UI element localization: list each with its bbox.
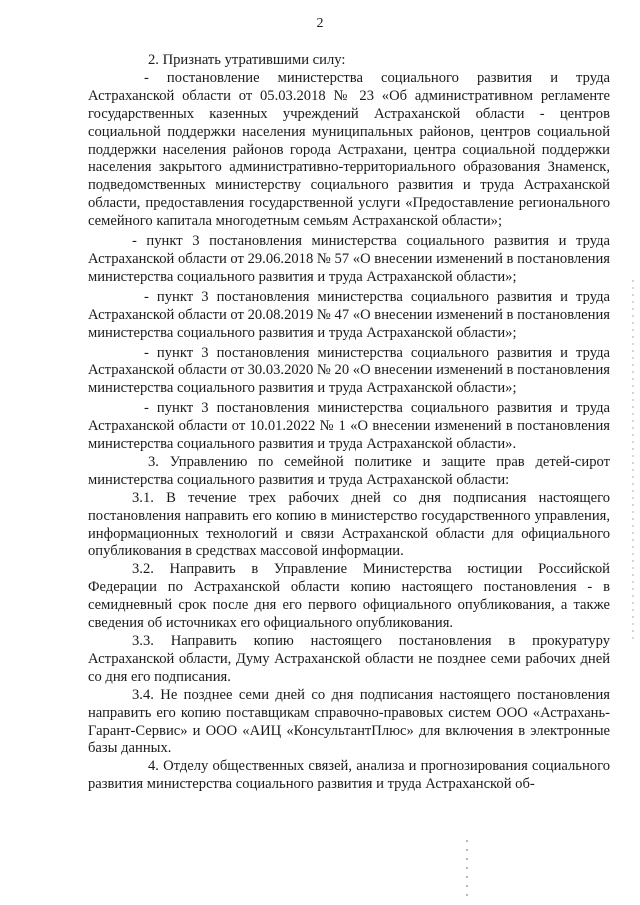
paragraph-bullet-resolution-57: - пункт 3 постановления министерства социального развития и труда Астраханской области от 29.06.2018 № 57 «О внесении изменений в постановления министерства социального развития и труда Астраханской области»;	[88, 233, 610, 285]
document-body	[88, 52, 610, 794]
scan-artifact-bottom	[466, 840, 468, 900]
scan-artifact-right	[632, 280, 634, 640]
paragraph-section-2: 2. Признать утратившими силу:	[148, 52, 346, 68]
paragraph-bullet-resolution-47: - пункт 3 постановления министерства социального развития и труда Астраханской области от 20.08.2019 № 47 «О внесении изменений в постановления министерства социального развития и труда Астраханской области»;	[88, 288, 610, 341]
paragraph-item-3-1: 3.1. В течение трех рабочих дней со дня подписания настоящего постановления направить его копию в министерство государственного управления, информационных технологий и связи Астраханской области для официального опубликования в средствах массовой информации.	[88, 489, 610, 560]
paragraph-item-3-2: 3.2. Направить в Управление Министерства юстиции Российской Федерации по Астраханской области копию настоящего постановления - в семидневный срок после дня его первого официального опубликования, а также сведения об источниках его официального опубликования.	[88, 561, 610, 632]
paragraph-bullet-resolution-1: - пункт 3 постановления министерства социального развития и труда Астраханской области от 10.01.2022 № 1 «О внесении изменений в постановления министерства социального развития и труда Астраханской области».	[88, 400, 610, 453]
paragraph-section-3: 3. Управлению по семейной политике и защите прав детей-сирот министерства социального развития и труда Астраханской области:	[88, 453, 610, 488]
paragraph-bullet-resolution-23: - постановление министерства социального развития и труда Астраханской области от 05.03.2018 № 23 «Об административном регламенте государственных казенных учреждений Астраханской области - центров социальной поддержки населения муниципальных районов, центров социальной поддержки населения районов города Астрахани, центра социальной поддержки населения закрытого административно-территориального образования Знаменск, подведомственных министерству социального развития и труда Астраханской области, предоставления государственной услуги «Предоставление регионального семейного капитала многодетным семьям Астраханской области»;	[88, 69, 610, 230]
page-number: 2	[316, 16, 324, 31]
paragraph-bullet-resolution-20: - пункт 3 постановления министерства социального развития и труда Астраханской области от 30.03.2020 № 20 «О внесении изменений в постановления министерства социального развития и труда Астраханской области»;	[88, 344, 610, 397]
paragraph-item-3-3: 3.3. Направить копию настоящего постановления в прокуратуру Астраханской области, Думу Астраханской области не позднее семи рабочих дней со дня его подписания.	[88, 633, 610, 685]
paragraph-section-4: 4. Отделу общественных связей, анализа и прогнозирования социального развития министерства социального развития и труда Астраханской об-	[88, 758, 610, 793]
paragraph-item-3-4: 3.4. Не позднее семи дней со дня подписания настоящего постановления направить его копию поставщикам справочно-правовых систем ООО «Астрахань-Гарант-Сервис» и ООО «АИЦ «КонсультантПлюс» для включения в электронные базы данных.	[88, 686, 610, 757]
